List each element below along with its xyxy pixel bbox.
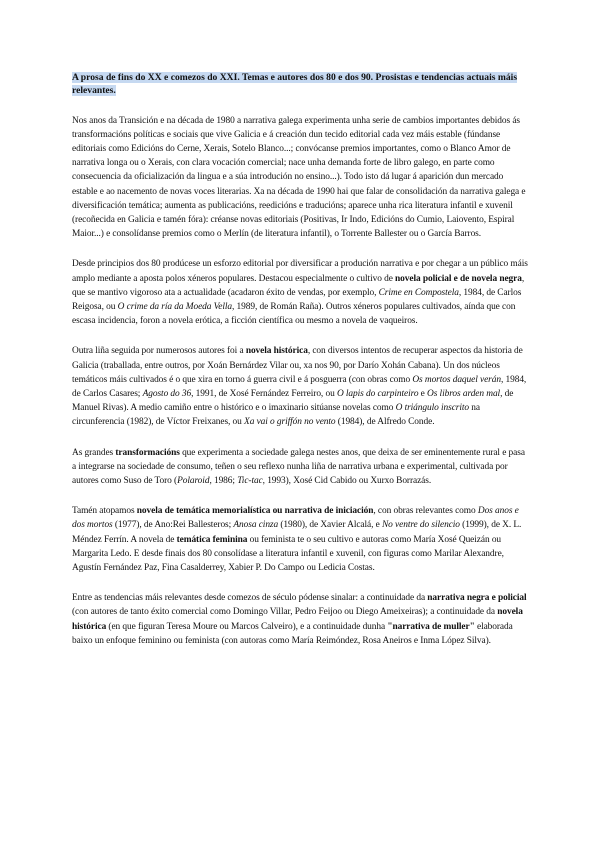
paragraph bbox=[72, 504, 528, 575]
bold-text: novela de temática memorialística ou narrativa de iniciación bbox=[136, 506, 374, 517]
italic-text: Crime en Compostela bbox=[378, 287, 459, 298]
text-run: (1980), de Xavier Alcalá, e bbox=[278, 520, 382, 531]
text-run: , con obras relevantes como bbox=[373, 506, 478, 517]
text-run: que experimenta a sociedade galega nestes anos, que deixa de ser eminentemente rural e pasa a integrarse na sociedade de consumo, teñen o seu reflexo nunha liña de narrativa urbana e experimental, cultivada por autores como Suso de Toro ( bbox=[72, 447, 525, 487]
italic-text: Os mortos daquel verán bbox=[412, 374, 501, 385]
paragraph bbox=[72, 114, 528, 242]
text-run: (1999), de X. L. Méndez Ferrín. A novela de bbox=[72, 520, 522, 545]
document-body bbox=[72, 72, 528, 664]
text-run: , de Manuel Rivas). A medio camiño entre o histórico e o imaxinario sitúanse novelas como bbox=[72, 389, 514, 414]
italic-text: Xa vai o griffón no vento bbox=[244, 417, 336, 428]
bold-text: novela histórica bbox=[72, 607, 523, 632]
text-run: , 1989, de Román Raña). Outros xéneros populares cultivados, aínda que con escasa incidencia, foron a novela erótica, a ficción científica ou mesmo a novela de vaqueiros. bbox=[72, 302, 516, 327]
bold-text: temática feminina bbox=[176, 534, 248, 545]
bold-text: narrativa negra e policial bbox=[427, 593, 527, 604]
text-run: , 1984, de Carlos Reigosa, ou bbox=[72, 287, 522, 313]
italic-text: Agosto do 36 bbox=[142, 389, 192, 400]
bold-text: novela policial e de novela negra bbox=[395, 273, 522, 284]
text-run: Nos anos da Transición e na década de 1980 a narrativa galega experimenta unha serie de cambios importantes debidos ás transformacións políticas e sociais que vive Galicia e á creación dun tecido editorial cada vez máis estable (fúndanse editoriais como Edicións do Cerne, Xerais, Sotelo Blanco...; convócanse premios importantes, como o Blanco Amor de narrativa longa ou o Xerais, con clara vocación comercial; nace unha demanda forte de libro galego, en parte como consecuencia da oficialización da lingua e a súa introdución no ensino...). Todo isto dá lugar á aparición dun mercado estable e ao nacemento de novas voces literarias. Xa na década de 1990 hai que falar de consolidación da narrativa galega e diversificación temática; aumenta as publicacións, reedicións e traducións; aparece unha rica literatura infantil e xuvenil (recoñecida en Galicia e tamén fóra): créanse novas editoriais (Positivas, Ir Indo, Edicións do Cumio, Laiovento, Espiral Maior...) e consolídanse premios como o Merlín (de literatura infantil), o Torrente Ballester ou o García Barros. bbox=[72, 115, 526, 240]
italic-text: Tic-tac bbox=[237, 476, 263, 487]
italic-text: Polaroid bbox=[177, 476, 210, 487]
text-run: Desde principios dos 80 prodúcese un esforzo editorial por diversificar a produción narrativa e por chegar a un público máis amplo mediante a aposta polos xéneros populares. Destacou especialmente o cultivo de bbox=[72, 259, 528, 284]
text-run: , 1986; bbox=[209, 476, 238, 487]
text-run: , que se mantivo vigoroso ata a actualidade (acadaron éxito de vendas, por exemplo, bbox=[72, 273, 525, 298]
italic-text: O crime da ría da Moeda Vella bbox=[117, 302, 232, 313]
text-run: , 1993), Xosé Cid Cabido ou Xurxo Borrazás. bbox=[262, 476, 432, 487]
text-run: (1977), de Ano:Rei Ballesteros; bbox=[112, 520, 234, 531]
paragraph bbox=[72, 344, 528, 429]
text-run: elaborada baixo un enfoque feminino ou feminista (con autoras como María Reimóndez, Rosa Aneiros e Inma López Silva). bbox=[72, 621, 513, 646]
document-title bbox=[72, 72, 528, 98]
paragraph bbox=[72, 257, 528, 328]
text-run: Entre as tendencias máis relevantes desde comezos de século pódense sinalar: a continuidade da bbox=[72, 593, 428, 604]
bold-text: transformacións bbox=[115, 447, 180, 458]
text-run: , 1984, de Carlos Casares; bbox=[72, 374, 527, 400]
text-run: As grandes bbox=[72, 447, 116, 458]
text-run: , con diversos intentos de recuperar aspectos da historia de Galicia (traballada, entre outros, por Xoán Bernárdez Vilar ou, xa nos 90, por Darío Xohán Cabana). Un dos núcleos temáticos máis cultivados é o que xira en torno á guerra civil e á posguerra (con obras como bbox=[72, 346, 523, 385]
italic-text: O lapis do carpinteiro bbox=[336, 389, 419, 400]
paragraphs bbox=[72, 114, 528, 649]
bold-text: "narrativa de muller" bbox=[387, 621, 475, 632]
text-run: ou feminista te o seu cultivo e autoras como María Xosé Queizán ou Margarita Ledo. E desde finais dos 80 consolídase a literatura infantil e xuvenil, con figuras como Marilar Alexandre, Agustín Fernández Paz, Fina Casalderrey, Xabier P. Do Campo ou Ledicia Costas. bbox=[72, 534, 504, 574]
text-run: Outra liña seguida por numerosos autores foi a bbox=[72, 346, 246, 357]
text-run: Tamén atopamos bbox=[72, 506, 137, 517]
paragraph bbox=[72, 591, 528, 648]
text-run: (1984), de Alfredo Conde. bbox=[335, 417, 435, 428]
italic-text: No ventre do silencio bbox=[382, 520, 460, 531]
text-run: (con autores de tanto éxito comercial como Domingo Villar, Pedro Feijoo ou Diego Ameixeiras); a continuidade da bbox=[72, 607, 498, 618]
text-run: e bbox=[418, 389, 428, 400]
title-highlight: A prosa de fins do XX e comezos do XXI. Temas e autores dos 80 e dos 90. Prosistas e tendencias actuais máis relevantes. bbox=[72, 72, 518, 96]
paragraph bbox=[72, 446, 528, 489]
italic-text: Anosa cinza bbox=[233, 520, 279, 531]
italic-text: Dos anos e dos mortos bbox=[72, 506, 519, 531]
bold-text: novela histórica bbox=[245, 346, 308, 357]
text-run: (en que figuran Teresa Moure ou Marcos Calveiro), e a continuidade dunha bbox=[106, 621, 388, 632]
italic-text: Os libros arden mal bbox=[427, 389, 501, 400]
text-run: , 1991, de Xosé Fernández Ferreiro, ou bbox=[191, 389, 337, 400]
italic-text: O triángulo inscrito bbox=[395, 403, 470, 414]
text-run: na circunferencia (1982), de Víctor Freixanes, ou bbox=[72, 403, 480, 428]
